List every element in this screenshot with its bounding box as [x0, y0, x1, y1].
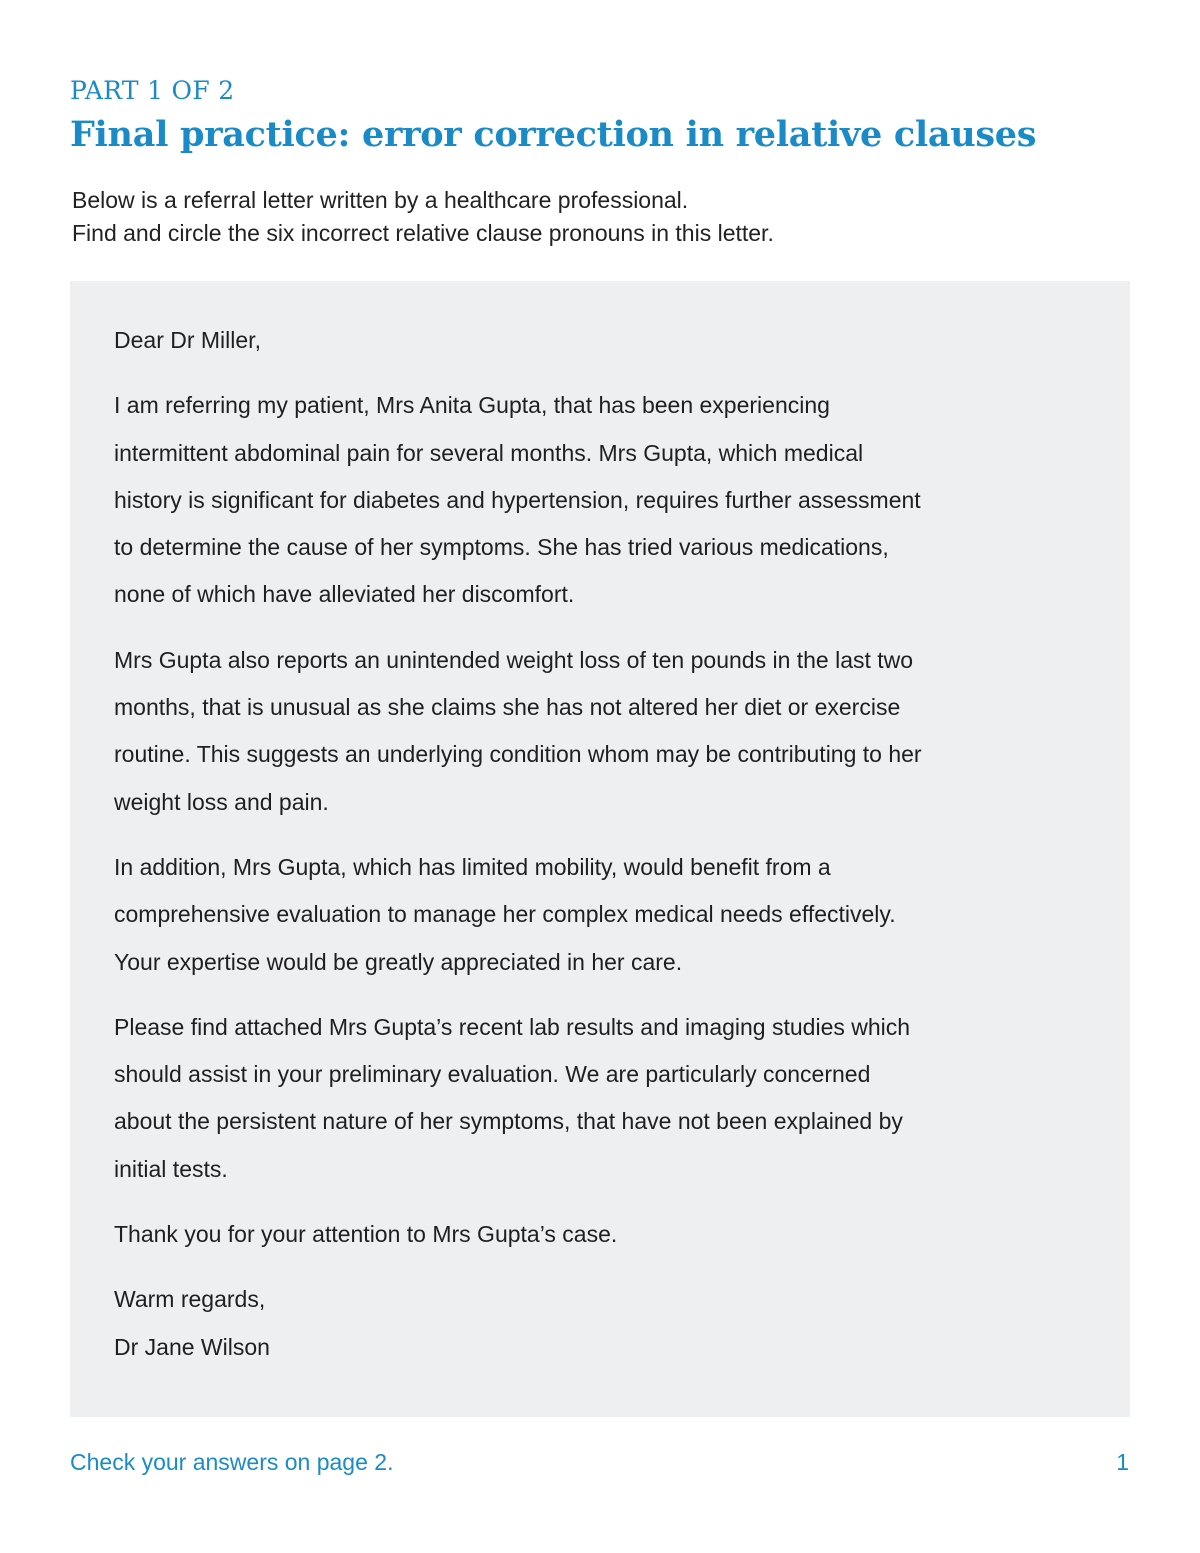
- closing-line: Warm regards,: [114, 1286, 266, 1313]
- paragraph-line: should assist in your preliminary evaluation. We are particularly concerned: [114, 1061, 871, 1088]
- letter-paragraph-3: [114, 844, 1094, 986]
- paragraph-line: about the persistent nature of her symptoms, that have not been explained by: [114, 1108, 903, 1135]
- part-label: PART 1 OF 2: [70, 76, 235, 105]
- salutation-line: Dear Dr Miller,: [114, 327, 261, 353]
- instructions: [72, 184, 774, 250]
- letter-salutation: [114, 317, 1094, 364]
- paragraph-line: history is significant for diabetes and hypertension, requires further assessment: [114, 486, 921, 513]
- paragraph-line: weight loss and pain.: [114, 788, 329, 815]
- page-title: Final practice: error correction in relative clauses: [70, 114, 1037, 155]
- paragraph-line: Your expertise would be greatly appreciated in her care.: [114, 948, 683, 975]
- paragraph-line: I am referring my patient, Mrs Anita Gupta, that has been experiencing: [114, 392, 830, 419]
- footer-note: Check your answers on page 2.: [70, 1449, 394, 1475]
- letter-paragraph-2: [114, 637, 1094, 826]
- paragraph-line: In addition, Mrs Gupta, which has limited mobility, would benefit from a: [114, 853, 831, 880]
- paragraph-line: routine. This suggests an underlying condition whom may be contributing to her: [114, 741, 922, 768]
- instruction-line-2: Find and circle the six incorrect relative clause pronouns in this letter.: [72, 220, 774, 246]
- instruction-line-1: Below is a referral letter written by a healthcare professional.: [72, 187, 689, 213]
- letter-paragraph-1: [114, 382, 1094, 618]
- referral-letter: [114, 317, 1094, 1371]
- letter-box: [70, 281, 1130, 1417]
- letter-thanks: [114, 1211, 1094, 1258]
- paragraph-line: initial tests.: [114, 1155, 228, 1182]
- page-number: 1: [1116, 1449, 1129, 1475]
- letter-paragraph-4: [114, 1004, 1094, 1193]
- paragraph-line: Mrs Gupta also reports an unintended weight loss of ten pounds in the last two: [114, 646, 914, 673]
- paragraph-line: comprehensive evaluation to manage her complex medical needs effectively.: [114, 901, 896, 928]
- letter-signoff: [114, 1276, 1094, 1371]
- paragraph-line: Please find attached Mrs Gupta’s recent lab results and imaging studies which: [114, 1013, 911, 1040]
- thanks-line: Thank you for your attention to Mrs Gupta’s case.: [114, 1221, 618, 1248]
- signature-line: Dr Jane Wilson: [114, 1333, 270, 1360]
- paragraph-line: intermittent abdominal pain for several months. Mrs Gupta, which medical: [114, 439, 864, 466]
- paragraph-line: none of which have alleviated her discomfort.: [114, 581, 575, 608]
- paragraph-line: to determine the cause of her symptoms. She has tried various medications,: [114, 534, 889, 561]
- paragraph-line: months, that is unusual as she claims she has not altered her diet or exercise: [114, 694, 901, 721]
